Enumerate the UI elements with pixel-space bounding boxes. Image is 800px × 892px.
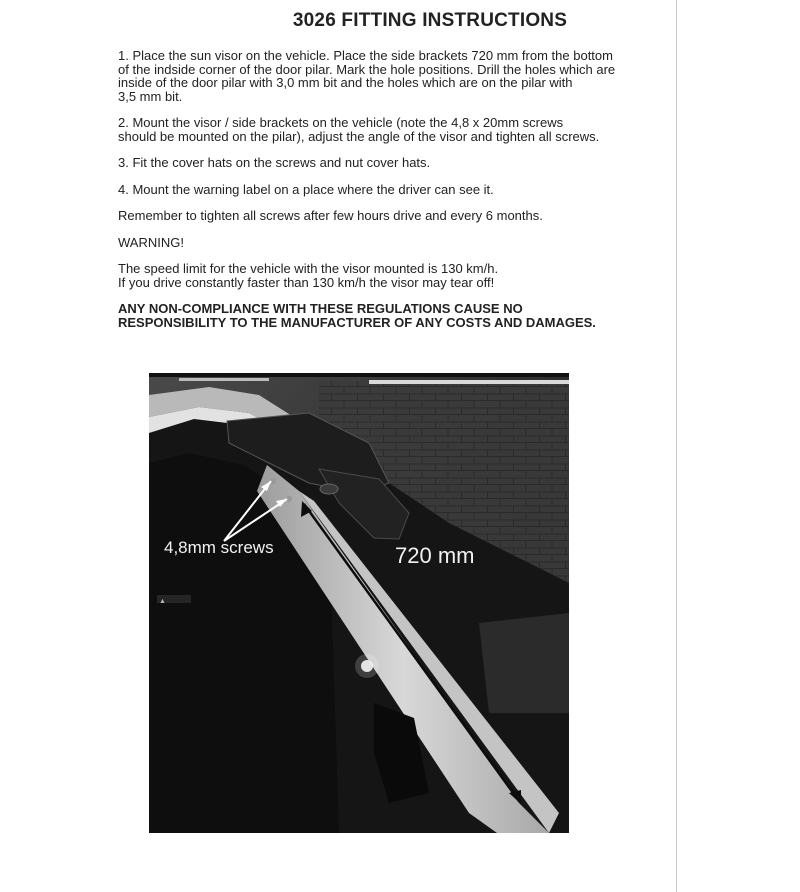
paragraph-line: WARNING! [118, 234, 184, 250]
paragraph-line: inside of the door pilar with 3,0 mm bit and the holes which are on the pilar with [118, 75, 573, 90]
paragraph-line: 3. Fit the cover hats on the screws and nut cover hats. [118, 155, 431, 170]
paragraph-line: should be mounted on the pilar), adjust the angle of the visor and tighten all screws. [118, 128, 600, 144]
reminder-paragraph [118, 209, 678, 223]
bracket-screw [320, 484, 338, 494]
length-label: 720 mm [395, 543, 475, 568]
parked-car [479, 613, 569, 713]
ceiling-light [179, 378, 269, 381]
paragraph-line: of the indside corner of the door pilar. Mark the hole positions. Drill the holes which are [118, 61, 616, 77]
notice-line: RESPONSIBILITY TO THE MANUFACTURER OF ANY COSTS AND DAMAGES. [118, 314, 596, 330]
paragraph-line: Remember to tighten all screws after few hours drive and every 6 months. [118, 208, 543, 223]
step-4-paragraph [118, 183, 678, 197]
step-1-paragraph [118, 49, 678, 103]
step-3-paragraph [118, 156, 678, 170]
paragraph-line: The speed limit for the vehicle with the visor mounted is 130 km/h. [118, 261, 499, 276]
paragraph-line: 3,5 mm bit. [118, 88, 183, 104]
screws-label: 4,8mm screws [164, 538, 274, 557]
paragraph-line: 2. Mount the visor / side brackets on the vehicle (note the 4,8 x 20mm screws [118, 115, 564, 130]
ceiling-light [369, 380, 569, 384]
instructions-body [118, 49, 678, 329]
paragraph-line: 4. Mount the warning label on a place where the driver can see it. [118, 181, 494, 197]
speed-limit-paragraph [118, 262, 678, 289]
svg-text:▲: ▲ [159, 598, 166, 605]
notice-line: ANY NON-COMPLIANCE WITH THESE REGULATIONS CAUSE NO [118, 301, 523, 316]
warning-heading [118, 236, 678, 250]
step-2-paragraph [118, 116, 678, 143]
paragraph-line: 1. Place the sun visor on the vehicle. Place the side brackets 720 mm from the bottom [118, 48, 613, 63]
vehicle-pillar-illustration [149, 373, 569, 833]
page-title: 3026 FITTING INSTRUCTIONS [292, 10, 568, 31]
paragraph-line: If you drive constantly faster than 130 km/h the visor may tear off! [118, 274, 495, 290]
liability-notice [118, 302, 678, 329]
installation-photo [149, 373, 569, 833]
